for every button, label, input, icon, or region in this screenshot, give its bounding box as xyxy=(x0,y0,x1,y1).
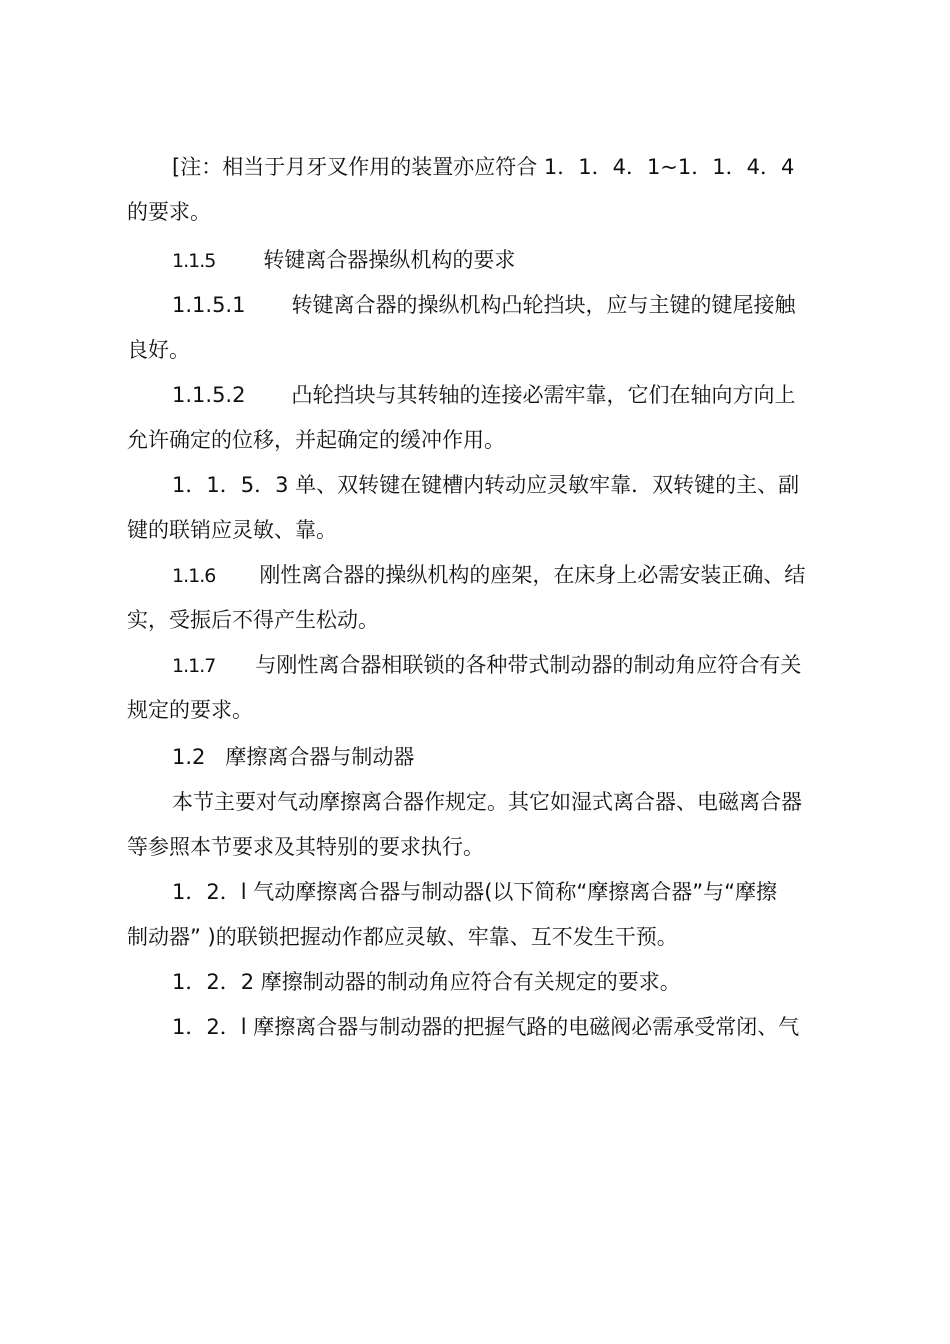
clause-1-1-6-line-1 xyxy=(172,560,805,591)
clause-number: 1.1.7 xyxy=(172,655,216,677)
clause-number: 1.1.6 xyxy=(172,565,216,587)
section-title: 转键离合器操纵机构的要求 xyxy=(263,248,516,272)
clause-text: 刚性离合器的操纵机构的座架，在床身上必需安装正确、结 xyxy=(259,563,806,587)
clause-number: 1.1.5.2 xyxy=(172,383,246,407)
clause-1-1-5-3-line-1: 1．1．5．3 单、双转键在键槽内转动应灵敏牢靠．双转键的主、副 xyxy=(172,473,800,497)
intro-line-1: 本节主要对气动摩擦离合器作规定。其它如湿式离合器、电磁离合器 xyxy=(172,790,802,814)
section-1-2-heading xyxy=(172,742,414,772)
clause-text: 与刚性离合器相联锁的各种带式制动器的制动角应符合有关 xyxy=(255,653,802,677)
clause-1-2-1-line-2: 制动器” )的联锁把握动作都应灵敏、牢靠、互不发生干预。 xyxy=(127,925,678,949)
clause-number: 1.1.5.1 xyxy=(172,293,246,317)
intro-line-2: 等参照本节要求及其特别的要求执行。 xyxy=(127,835,484,859)
clause-1-2-2-line-1: 1．2．2 摩擦制动器的制动角应符合有关规定的要求。 xyxy=(172,970,681,994)
section-number: 1.1.5 xyxy=(172,250,216,272)
clause-1-1-7-line-2: 规定的要求。 xyxy=(127,698,253,722)
note-line-1: [注：相当于月牙叉作用的装置亦应符合 1．1．4．1~1．1．4．4 xyxy=(172,155,795,179)
clause-1-2-1-line-1: 1．2．l 气动摩擦离合器与制动器(以下简称“摩擦离合器”与“摩擦 xyxy=(172,880,778,904)
clause-text: 转键离合器的操纵机构凸轮挡块，应与主键的键尾接触 xyxy=(291,293,796,317)
clause-1-1-6-line-2: 实，受振后不得产生松动。 xyxy=(127,608,379,632)
section-title: 摩擦离合器与制动器 xyxy=(225,745,415,769)
clause-1-1-5-1-line-2: 良好。 xyxy=(127,338,190,362)
clause-1-1-5-3-line-2: 键的联销应灵敏、靠。 xyxy=(127,518,337,542)
clause-text: 凸轮挡块与其转轴的连接必需牢靠，它们在轴向方向上 xyxy=(291,383,796,407)
clause-1-1-5-2-line-1 xyxy=(172,380,795,410)
clause-1-1-5-1-line-1 xyxy=(172,290,795,320)
note-line-2: 的要求。 xyxy=(127,200,211,224)
clause-1-1-7-line-1 xyxy=(172,650,801,681)
clause-1-1-5-2-line-2: 允许确定的位移，并起确定的缓冲作用。 xyxy=(127,428,505,452)
clause-1-2-3-line-1: 1．2．l 摩擦离合器与制动器的把握气路的电磁阀必需承受常闭、气 xyxy=(172,1015,800,1039)
section-1-1-5-heading xyxy=(172,245,515,276)
section-number: 1.2 xyxy=(172,745,206,769)
